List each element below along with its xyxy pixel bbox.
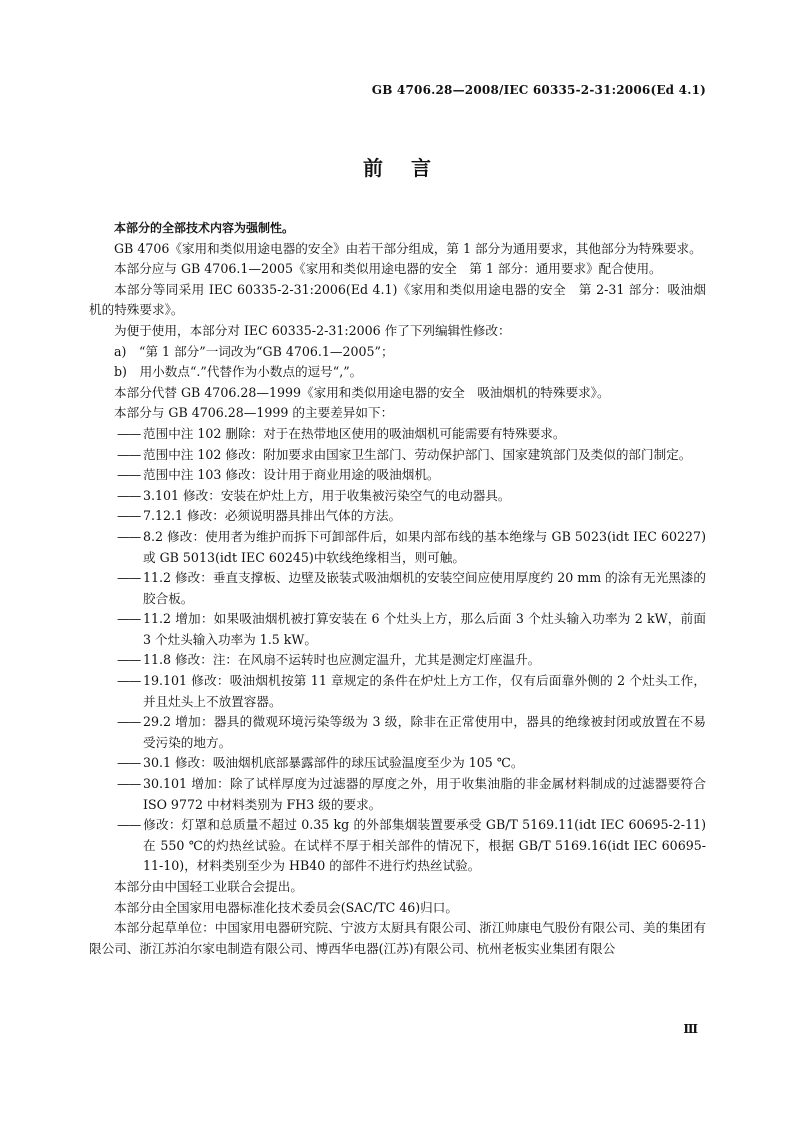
difference-item: —— 30.1 修改：吸油烟机底部暴露部件的球压试验温度至少为 105 ℃。 — [89, 753, 706, 774]
difference-item: —— 3.101 修改：安装在炉灶上方，用于收集被污染空气的电动器具。 — [89, 486, 706, 507]
differences-list — [89, 424, 706, 877]
dash-marker: —— — [117, 817, 141, 833]
paragraph-drafting-organizations: 本部分起草单位：中国家用电器研究院、宁波方太厨具有限公司、浙江帅康电气股份有限公司、美的集团有限公司、浙江苏泊尔家电制造有限公司、博西华电器(江苏)有限公司、杭州老板实业集团有限公 — [89, 920, 706, 956]
difference-item: —— 修改：灯罩和总质量不超过 0.35 kg 的外部集烟装置要承受 GB/T 5169.11(idt IEC 60695-2-11)在 550 ℃的灼热丝试验。在试样不厚于相关部件的情况下，根据 GB/T 5169.16(idt IEC 60695-11-10)，材料类别至少为 HB40 的部件不进行灼热丝试验。 — [117, 817, 706, 874]
paragraph-proposed-by: 本部分由中国轻工业联合会提出。 — [114, 879, 303, 894]
dash-marker: —— — [117, 714, 141, 730]
difference-item: —— 11.2 修改：垂直支撑板、边壁及嵌装式吸油烟机的安装空间应使用厚度约 20 mm 的涂有无光黑漆的胶合板。 — [117, 570, 706, 606]
paragraph-technical-committee: 本部分由全国家用电器标准化技术委员会(SAC/TC 46)归口。 — [114, 899, 458, 915]
dash-marker: —— — [117, 487, 141, 503]
paragraph-differences-intro: 本部分与 GB 4706.28—1999 的主要差异如下： — [114, 405, 394, 421]
dash-marker: —— — [117, 425, 141, 441]
paragraph-use-with: 本部分应与 GB 4706.1—2005《家用和类似用途电器的安全 第 1 部分：通用要求》配合使用。 — [114, 261, 662, 277]
paragraph-idt-adoption: 本部分等同采用 IEC 60335-2-31:2006(Ed 4.1)《家用和类似用途电器的安全 第 2-31 部分：吸油烟机的特殊要求》。 — [89, 281, 706, 318]
dash-marker: —— — [117, 446, 141, 462]
page-title: 前言 — [363, 156, 459, 180]
paragraph-editorial-changes: 为便于使用，本部分对 IEC 60335-2-31:2006 作了下列编辑性修改： — [114, 322, 511, 338]
list-item-b: b) 用小数点“.”代替作为小数点的逗号“,”。 — [114, 364, 363, 380]
difference-item: —— 范围中注 102 删除：对于在热带地区使用的吸油烟机可能需要有特殊要求。 — [89, 424, 706, 445]
difference-item: —— 29.2 增加：器具的微观环境污染等级为 3 级，除非在正常使用中，器具的绝缘被封闭或放置在不易受污染的地方。 — [117, 714, 706, 750]
list-item-a: a) “第 1 部分”一词改为“GB 4706.1—2005”； — [114, 343, 394, 359]
dash-marker: —— — [117, 611, 141, 627]
dash-marker: —— — [117, 755, 141, 771]
dash-marker: —— — [117, 673, 141, 689]
difference-item: —— 19.101 修改：吸油烟机按第 11 章规定的条件在炉灶上方工作，仅有后面靠外侧的 2 个灶头工作，并且灶头上不放置容器。 — [117, 673, 706, 709]
page-number: Ⅲ — [683, 1022, 698, 1036]
paragraph-replaces: 本部分代替 GB 4706.28—1999《家用和类似用途电器的安全 吸油烟机的特殊要求》。 — [114, 384, 610, 400]
difference-item: —— 范围中注 103 修改：设计用于商业用途的吸油烟机。 — [89, 465, 706, 486]
difference-item: —— 11.2 增加：如果吸油烟机被打算安装在 6 个灶头上方，那么后面 3 个灶头输入功率为 2 kW，前面 3 个灶头输入功率为 1.5 kW。 — [117, 611, 706, 647]
standard-number-header: GB 4706.28—2008/IEC 60335-2-31:2006(Ed 4.1) — [371, 83, 706, 97]
paragraph-series-composition: GB 4706《家用和类似用途电器的安全》由若干部分组成，第 1 部分为通用要求，其他部分为特殊要求。 — [114, 240, 702, 256]
dash-marker: —— — [117, 467, 141, 483]
foreword-body — [89, 218, 706, 959]
dash-marker: —— — [117, 528, 141, 544]
difference-item: —— 30.101 增加：除了试样厚度为过滤器的厚度之外，用于收集油脂的非金属材料制成的过滤器要符合 ISO 9772 中材料类别为 FH3 级的要求。 — [117, 776, 706, 812]
difference-item: —— 11.8 修改：注：在风扇不运转时也应测定温升，尤其是测定灯座温升。 — [89, 650, 706, 671]
dash-marker: —— — [117, 652, 141, 668]
dash-marker: —— — [117, 570, 141, 586]
dash-marker: —— — [117, 508, 141, 524]
mandatory-statement: 本部分的全部技术内容为强制性。 — [114, 221, 295, 235]
difference-item: —— 范围中注 102 修改：附加要求由国家卫生部门、劳动保护部门、国家建筑部门及类似的部门制定。 — [89, 445, 706, 466]
dash-marker: —— — [117, 776, 141, 792]
difference-item: —— 7.12.1 修改：必须说明器具排出气体的方法。 — [89, 506, 706, 527]
difference-item: —— 8.2 修改：使用者为维护而拆下可卸部件后，如果内部布线的基本绝缘与 GB 5023(idt IEC 60227)或 GB 5013(idt IEC 60245)中软线绝缘相当，则可触。 — [117, 528, 706, 565]
